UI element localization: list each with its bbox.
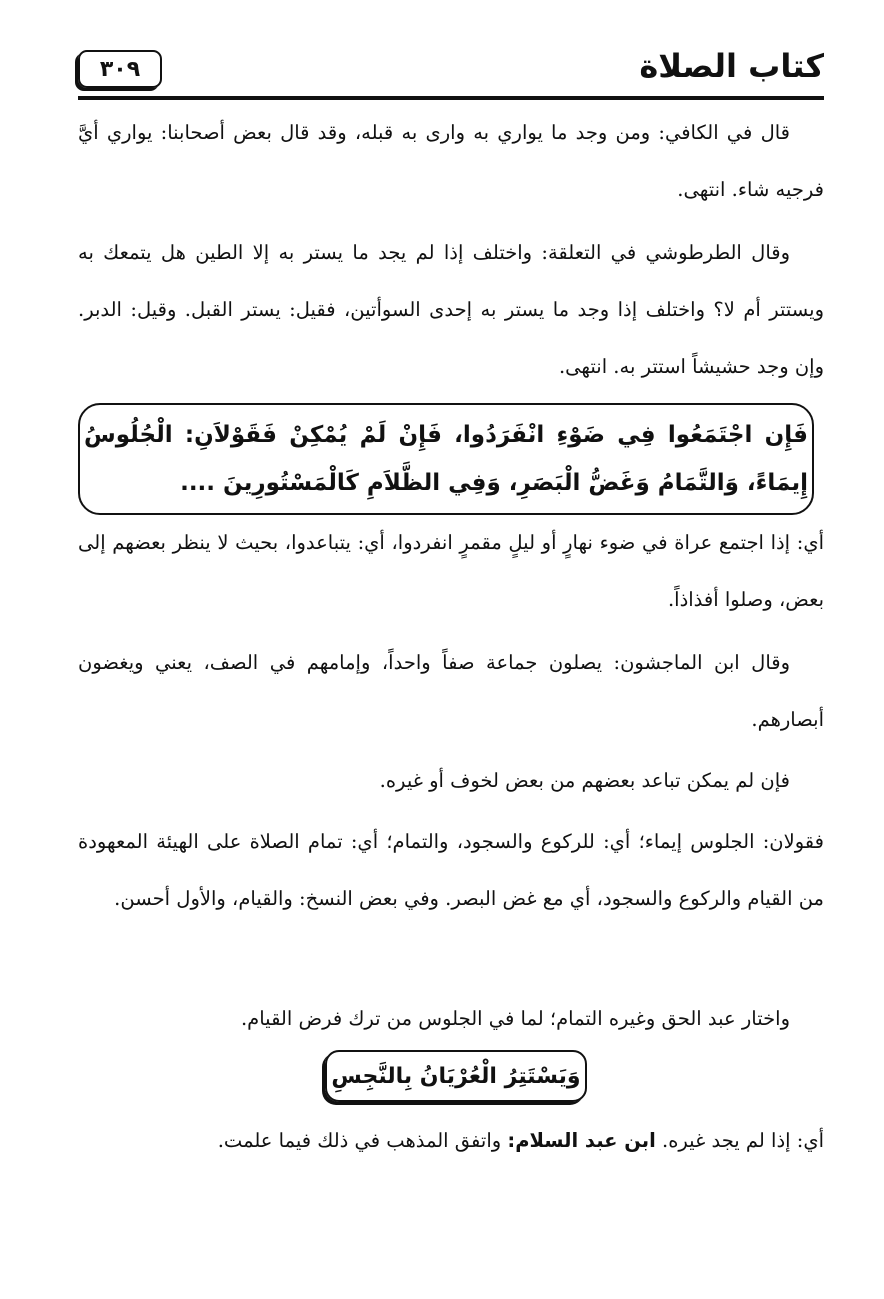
paragraph-text: واختار عبد الحق وغيره التمام؛ لما في الجلوس من ترك فرض القيام. [240,1007,790,1030]
paragraph-text: فقولان: الجلوس إيماء؛ أي: للركوع والسجود، والتمام؛ أي: تمام الصلاة على الهيئة المعهودة من القيام والركوع والسجود، أي مع غض البصر. وفي بعض النسخ: والقيام، والأول أحسن. [78,830,824,910]
page-header [78,40,824,100]
paragraph-text: أي: إذا اجتمع عراة في ضوء نهارٍ أو ليلٍ مقمرٍ انفردوا، أي: يتباعدوا، بحيث لا ينظر بعضهم إلى بعض، وصلوا أفذاذاً. [78,531,824,611]
paragraph-text: فإن لم يمكن تباعد بعضهم من بعض لخوف أو غيره. [379,769,790,792]
matn-text: فَإِن اجْتَمَعُوا فِي ضَوْءِ انْفَرَدُوا، فَإِنْ لَمْ يُمْكِنْ فَقَوْلاَنِ: الْجُلُوسُ إِيمَاءً، وَالتَّمَامُ وَغَضُّ الْبَصَرِ، وَفِي الظَّلاَمِ كَالْمَسْتُورِينَ .... [84,422,808,496]
paragraph-two-opinions [78,813,824,927]
paragraph-ibn-abd-alsalam [78,1112,824,1169]
header-rule [78,96,824,100]
book-title: كتاب الصلاة [639,47,824,85]
paragraph-text [78,1112,824,1169]
matn-text: وَيَسْتَتِرُ الْعُرْيَانُ بِالنَّجِسِ [331,1063,581,1089]
matn-box-2 [325,1050,587,1102]
paragraph-turtushi [78,224,824,395]
paragraph-text: وقال ابن الماجشون: يصلون جماعة صفاً واحداً، وإمامهم في الصف، يعني ويغضون أبصارهم. [78,651,824,731]
paragraph-explanation-1 [78,514,824,628]
paragraph-text: وقال الطرطوشي في التعلقة: واختلف إذا لم يجد ما يستر به إلا الطين هل يتمعك به ويستتر أم لا؟ واختلف إذا وجد ما يستر به إحدى السوأتين، فقيل: يستر القبل. وقيل: الدبر. وإن وجد حشيشاً استتر به. انتهى. [78,241,824,378]
paragraph-abd-alhaqq [78,990,824,1047]
scholar-name: ابن عبد السلام: [507,1129,656,1152]
paragraph-if-not-possible [78,752,824,809]
paragraph-majishun [78,634,824,748]
page-number: ٣٠٩ [78,50,162,88]
paragraph-kafi [78,104,824,218]
text-segment: واتفق المذهب في ذلك فيما علمت. [217,1129,508,1152]
matn-box-1 [78,403,814,515]
text-segment: أي: إذا لم يجد غيره. [655,1129,824,1152]
paragraph-text: قال في الكافي: ومن وجد ما يواري به وارى به قبله، وقد قال بعض أصحابنا: يواري أيَّ فرجيه شاء. انتهى. [78,121,824,201]
